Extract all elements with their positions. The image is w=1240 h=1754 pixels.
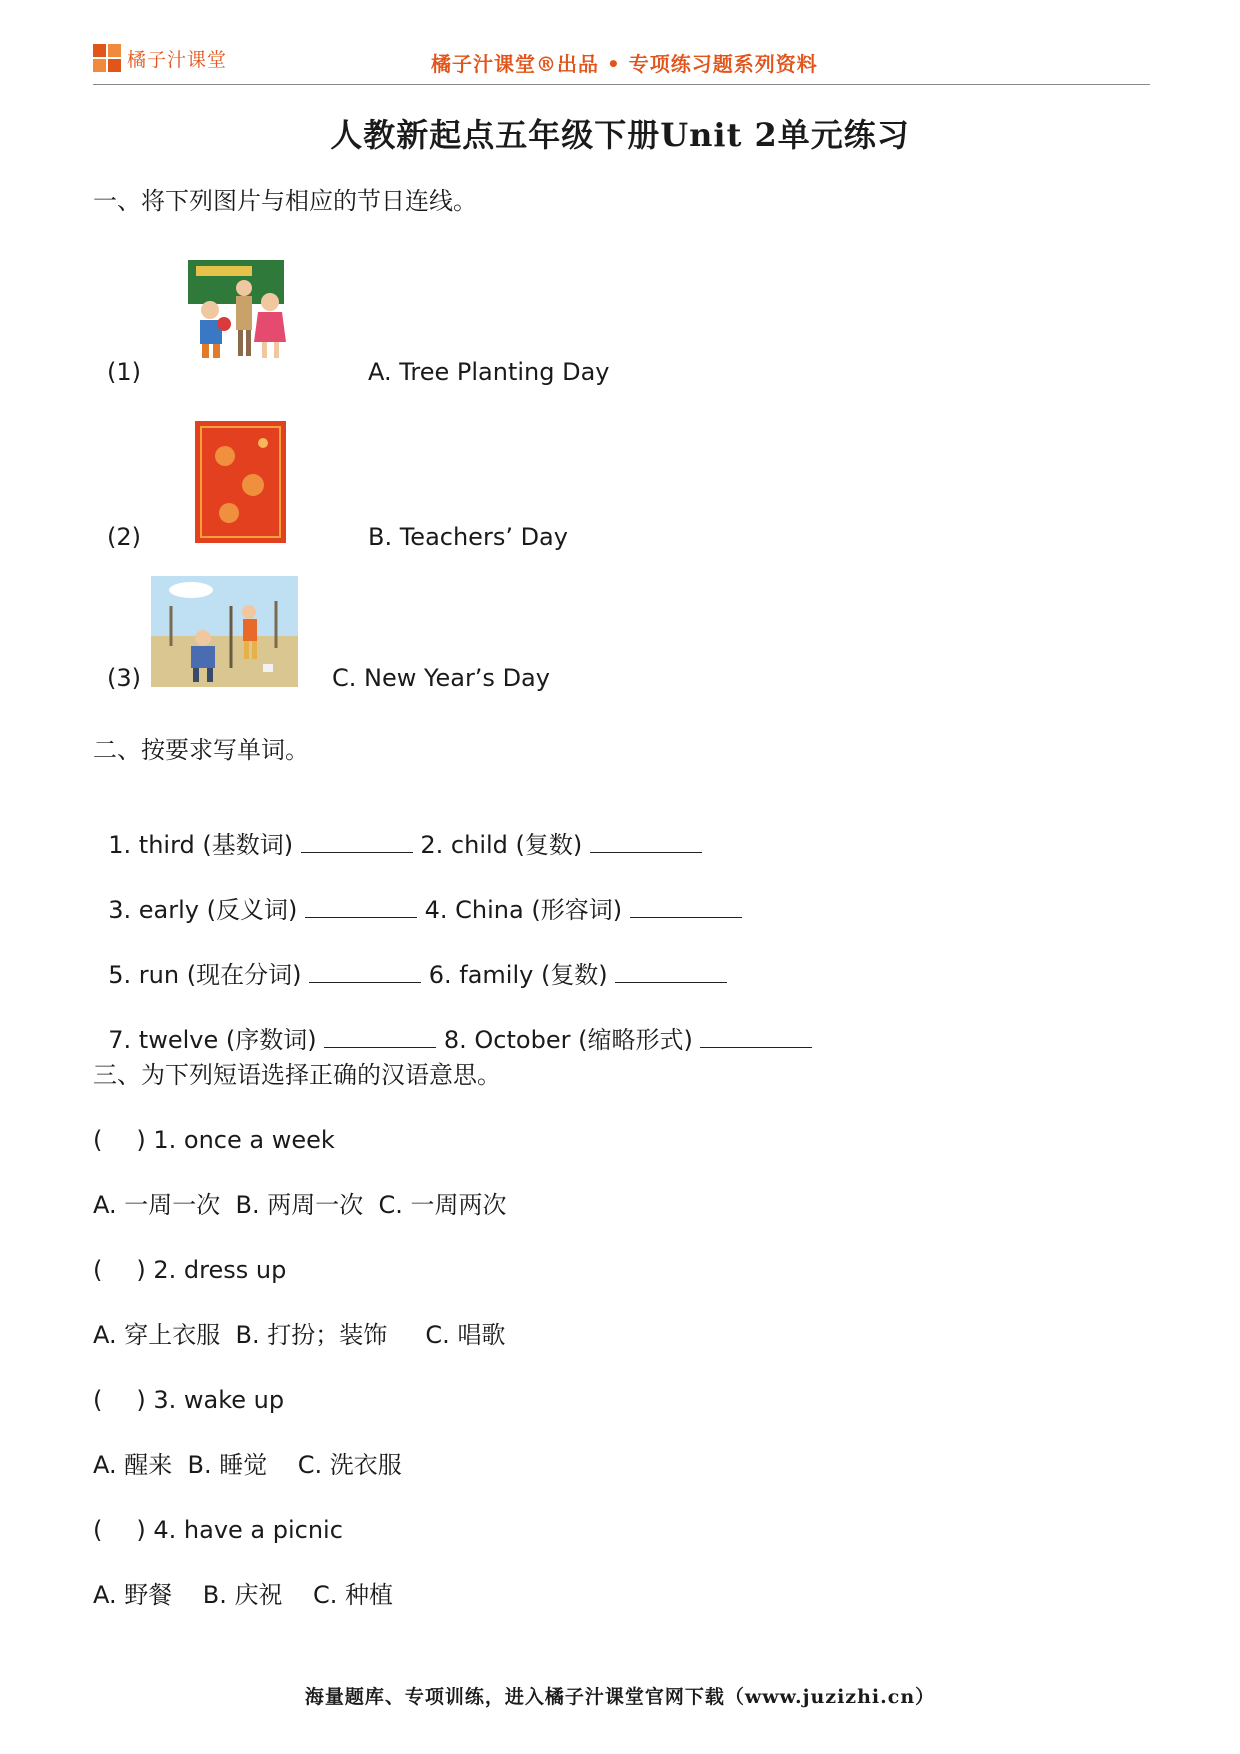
word-task: 4. China (形容词) — [424, 896, 623, 924]
word-row — [93, 930, 727, 990]
question-options — [93, 1580, 393, 1610]
section2-heading: 二、按要求写单词。 — [93, 736, 309, 764]
word-row — [93, 800, 702, 860]
answer-blank[interactable] — [305, 895, 417, 918]
word-task: 7. twelve (序数词) — [108, 1026, 317, 1054]
answer-blank[interactable] — [700, 1025, 812, 1048]
question-stem: ( ) 1. once a week — [93, 1126, 335, 1154]
question-options — [93, 1450, 402, 1480]
item-number: (1) — [107, 358, 141, 386]
option: A. 穿上衣服 — [93, 1321, 221, 1349]
section3-heading: 三、为下列短语选择正确的汉语意思。 — [93, 1061, 501, 1089]
answer-blank[interactable] — [309, 960, 421, 983]
option-a: A. Tree Planting Day — [368, 358, 610, 386]
word-task: 3. early (反义词) — [108, 896, 298, 924]
word-task: 5. run (现在分词) — [108, 961, 302, 989]
word-row — [93, 995, 812, 1055]
question-stem: ( ) 3. wake up — [93, 1386, 285, 1414]
option: C. 种植 — [313, 1581, 394, 1609]
new-year-card-picture — [195, 421, 286, 543]
section1-heading: 一、将下列图片与相应的节日连线。 — [93, 187, 477, 215]
option-c: C. New Year’s Day — [332, 664, 550, 692]
option: B. 两周一次 — [235, 1191, 364, 1219]
tree-planting-picture — [151, 576, 298, 687]
option: A. 一周一次 — [93, 1191, 221, 1219]
question-options — [93, 1190, 507, 1220]
page-footer: 海量题库、专项训练，进入橘子汁课堂官网下载（www.juzizhi.cn） — [304, 1686, 936, 1708]
answer-blank[interactable] — [324, 1025, 436, 1048]
option: C. 一周两次 — [378, 1191, 507, 1219]
brand-logo — [93, 44, 227, 72]
option: A. 野餐 — [93, 1581, 173, 1609]
logo-text: 橘子汁课堂 — [127, 48, 228, 71]
option: B. 打扮；装饰 — [235, 1321, 388, 1349]
word-task: 6. family (复数) — [428, 961, 608, 989]
page-header — [93, 38, 1150, 85]
answer-blank[interactable] — [301, 830, 413, 853]
option: B. 睡觉 — [187, 1451, 268, 1479]
page-title: 人教新起点五年级下册Unit 2单元练习 — [330, 116, 910, 154]
teachers-day-picture — [182, 258, 298, 374]
question-options — [93, 1320, 505, 1350]
question-stem: ( ) 4. have a picnic — [93, 1516, 343, 1544]
item-number: (2) — [107, 523, 141, 551]
answer-blank[interactable] — [590, 830, 702, 853]
item-number: (3) — [107, 664, 141, 692]
header-tagline: 橘子汁课堂®出品 • 专项练习题系列资料 — [431, 52, 818, 76]
answer-blank[interactable] — [630, 895, 742, 918]
question-stem: ( ) 2. dress up — [93, 1256, 287, 1284]
option: B. 庆祝 — [202, 1581, 283, 1609]
answer-blank[interactable] — [615, 960, 727, 983]
word-task: 8. October (缩略形式) — [443, 1026, 693, 1054]
option: A. 醒来 — [93, 1451, 173, 1479]
option: C. 唱歌 — [425, 1321, 506, 1349]
word-task: 1. third (基数词) — [108, 831, 294, 859]
orange-squares-logo-icon — [93, 44, 121, 72]
option-b: B. Teachers’ Day — [368, 523, 568, 551]
word-task: 2. child (复数) — [420, 831, 583, 859]
word-row — [93, 865, 742, 925]
option: C. 洗衣服 — [297, 1451, 402, 1479]
